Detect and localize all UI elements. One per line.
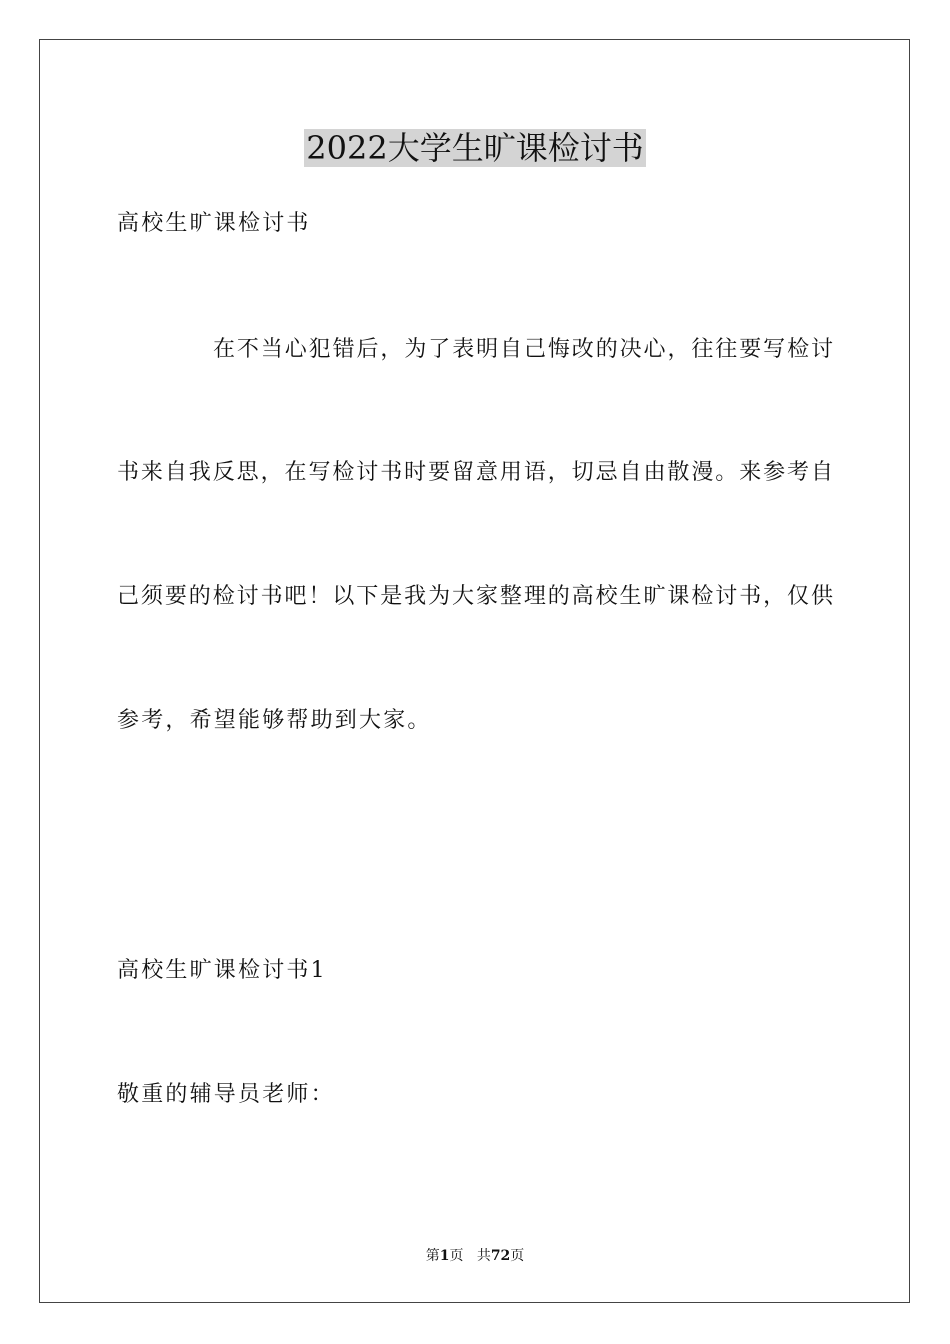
section-heading: 高校生旷课检讨书1 xyxy=(117,958,327,983)
intro-line-1: 在不当心犯错后，为了表明自己悔改的决心，往往要写检讨 xyxy=(213,337,833,362)
document-subtitle: 高校生旷课检讨书 xyxy=(117,211,311,236)
total-prefix: 共 xyxy=(476,1248,491,1264)
page-footer xyxy=(0,1247,950,1265)
total-pages: 72 xyxy=(490,1248,511,1264)
page-prefix: 第 xyxy=(425,1248,440,1264)
document-title xyxy=(0,128,950,168)
total-suffix: 页 xyxy=(510,1248,525,1264)
document-title-text: 2022大学生旷课检讨书 xyxy=(306,129,644,167)
intro-line-2: 书来自我反思，在写检讨书时要留意用语，切忌自由散漫。来参考自 xyxy=(117,460,833,485)
page-number: 1 xyxy=(439,1248,450,1264)
intro-line-4: 参考，希望能够帮助到大家。 xyxy=(117,708,432,733)
intro-line-3: 己须要的检讨书吧！以下是我为大家整理的高校生旷课检讨书，仅供 xyxy=(117,584,833,609)
salutation: 敬重的辅导员老师： xyxy=(117,1082,335,1107)
page-suffix: 页 xyxy=(449,1248,464,1264)
